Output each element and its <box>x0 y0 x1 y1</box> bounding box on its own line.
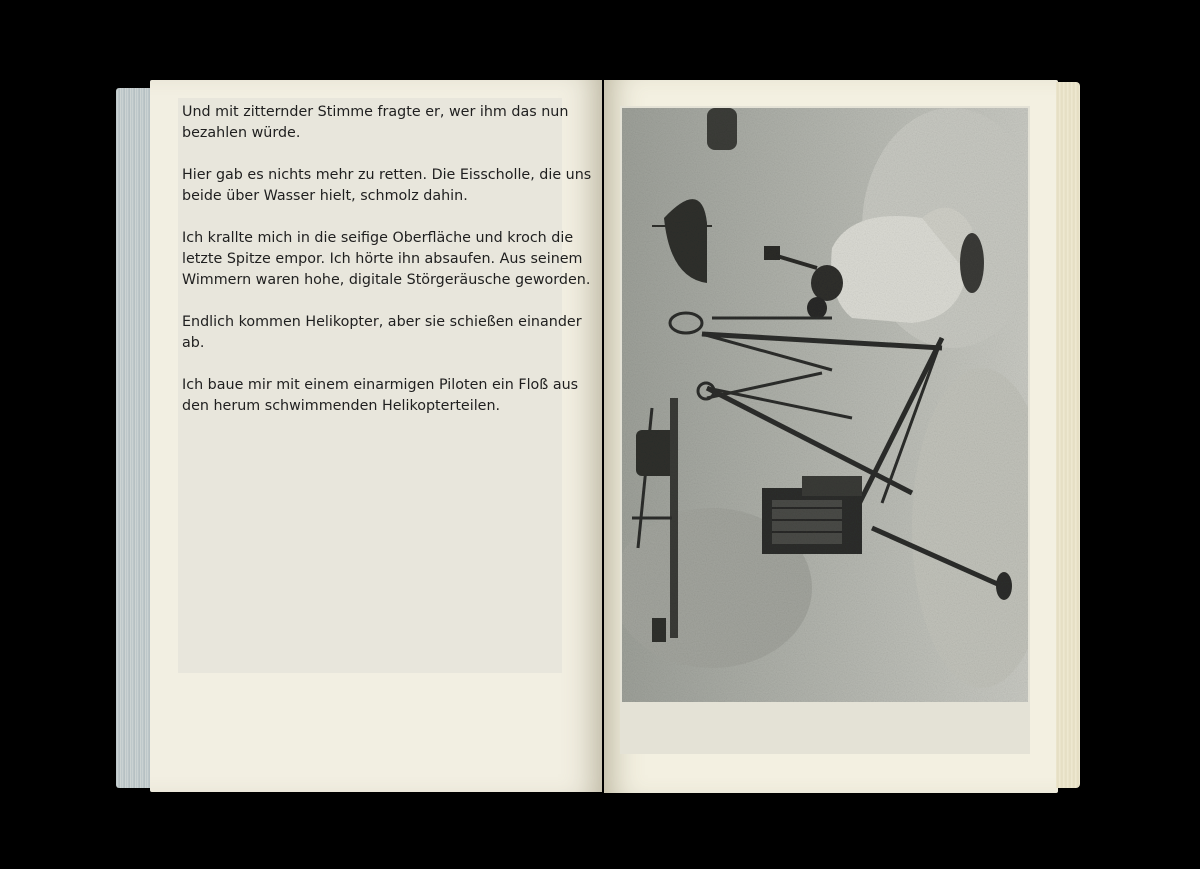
photo-illustration <box>622 108 1028 702</box>
paragraph: Und mit zitternder Stimme fragte er, wer ihm das nun bezahlen würde. <box>182 104 569 141</box>
paragraph: Hier gab es nichts mehr zu retten. Die Eisscholle, die uns beide über Wasser hielt, schmolz dahin. <box>182 167 592 204</box>
paragraph: Ich krallte mich in die seifige Oberfläche und kroch die letzte Spitze empor. Ich hörte ihn absaufen. Aus seinem Wimmern waren hohe, digitale Störgeräusche geworden. <box>182 230 591 288</box>
paragraph: Endlich kommen Helikopter, aber sie schießen einander ab. <box>182 314 582 351</box>
paragraph: Ich baue mir mit einem einarmigen Piloten ein Floß aus den herum schwimmenden Helikopterteilen. <box>182 377 579 414</box>
body-text <box>182 102 592 438</box>
right-page-edge <box>1056 82 1080 788</box>
photo-frame <box>620 106 1030 754</box>
photograph <box>622 108 1028 702</box>
right-page <box>604 80 1058 793</box>
left-page <box>150 80 602 792</box>
